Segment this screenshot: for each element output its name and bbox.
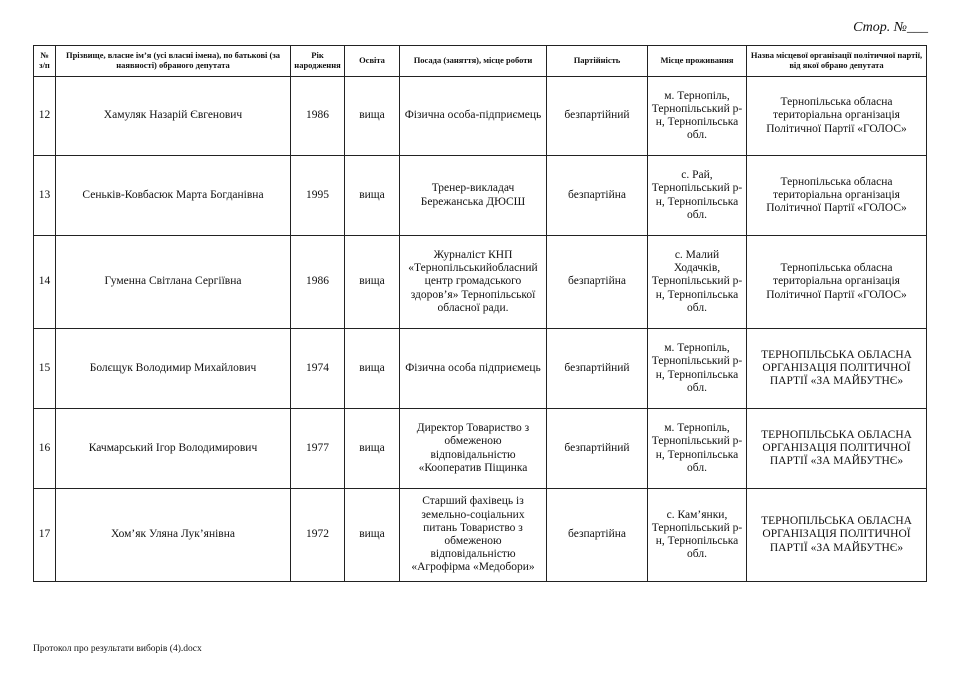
birth-year: 1995 [291,156,345,236]
organization: Тернопільська обласна територіальна організація Політичної Партії «ГОЛОС» [747,236,927,329]
row-number: 17 [34,489,56,582]
education: вища [345,236,400,329]
residence: м. Тернопіль, Тернопільський р-н, Тернопільська обл. [648,409,747,489]
header-num: № з/п [34,46,56,77]
deputy-name: Качмарський Ігор Володимирович [56,409,291,489]
organization: ТЕРНОПІЛЬСЬКА ОБЛАСНА ОРГАНІЗАЦІЯ ПОЛІТИЧНОЇ ПАРТІЇ «ЗА МАЙБУТНЄ» [747,409,927,489]
party: безпартійний [547,409,648,489]
party: безпартійна [547,156,648,236]
residence: с. Рай, Тернопільський р-н, Тернопільська обл. [648,156,747,236]
position: Фізична особа-підприємець [400,77,547,156]
education: вища [345,77,400,156]
residence: с. Малий Ходачків, Тернопільський р-н, Тернопільська обл. [648,236,747,329]
birth-year: 1977 [291,409,345,489]
header-position: Посада (заняття), місце роботи [400,46,547,77]
residence: м. Тернопіль, Тернопільський р-н, Тернопільська обл. [648,329,747,409]
table-header-row [34,46,927,77]
row-number: 12 [34,77,56,156]
table-row [34,329,927,409]
party: безпартійна [547,236,648,329]
party: безпартійний [547,77,648,156]
header-organization: Назва місцевої організації політичної партії, від якої обрано депутата [747,46,927,77]
residence: м. Тернопіль, Тернопільський р-н, Тернопільська обл. [648,77,747,156]
table-row [34,489,927,582]
row-number: 14 [34,236,56,329]
header-education: Освіта [345,46,400,77]
header-party: Партійність [547,46,648,77]
deputy-name: Хамуляк Назарій Євгенович [56,77,291,156]
deputy-name: Сеньків-Ковбасюк Марта Богданівна [56,156,291,236]
table-row [34,77,927,156]
deputy-name: Хом’як Уляна Лук’янівна [56,489,291,582]
deputy-name: Гуменна Світлана Сергіївна [56,236,291,329]
position: Старший фахівець із земельно-соціальних питань Товариство з обмеженою відповідальністю «Агрофірма «Медобори» [400,489,547,582]
position: Тренер-викладач Бережанська ДЮСШ [400,156,547,236]
page-number-label: Стор. №___ [853,20,928,35]
party: безпартійний [547,329,648,409]
organization: Тернопільська обласна територіальна організація Політичної Партії «ГОЛОС» [747,156,927,236]
education: вища [345,156,400,236]
birth-year: 1986 [291,77,345,156]
header-birth-year: Рік народження [291,46,345,77]
birth-year: 1986 [291,236,345,329]
organization: ТЕРНОПІЛЬСЬКА ОБЛАСНА ОРГАНІЗАЦІЯ ПОЛІТИЧНОЇ ПАРТІЇ «ЗА МАЙБУТНЄ» [747,489,927,582]
organization: ТЕРНОПІЛЬСЬКА ОБЛАСНА ОРГАНІЗАЦІЯ ПОЛІТИЧНОЇ ПАРТІЇ «ЗА МАЙБУТНЄ» [747,329,927,409]
birth-year: 1974 [291,329,345,409]
position: Директор Товариство з обмеженою відповідальністю «Кооператив Піщинка [400,409,547,489]
party: безпартійна [547,489,648,582]
position: Фізична особа підприємець [400,329,547,409]
table-row [34,409,927,489]
deputy-name: Болєщук Володимир Михайлович [56,329,291,409]
header-name: Прізвище, власне ім’я (усі власні імена), по батькові (за наявності) обраного депутата [56,46,291,77]
header-residence: Місце проживання [648,46,747,77]
residence: с. Кам’янки, Тернопільський р-н, Тернопільська обл. [648,489,747,582]
document-footer: Протокол про результати виборів (4).docx [33,644,202,654]
row-number: 13 [34,156,56,236]
deputies-table [33,45,927,582]
birth-year: 1972 [291,489,345,582]
education: вища [345,489,400,582]
organization: Тернопільська обласна територіальна організація Політичної Партії «ГОЛОС» [747,77,927,156]
row-number: 16 [34,409,56,489]
position: Журналіст КНП «Тернопільськийобласний центр громадського здоров’я» Тернопільської обласної ради. [400,236,547,329]
row-number: 15 [34,329,56,409]
education: вища [345,329,400,409]
table-row [34,236,927,329]
table-row [34,156,927,236]
education: вища [345,409,400,489]
